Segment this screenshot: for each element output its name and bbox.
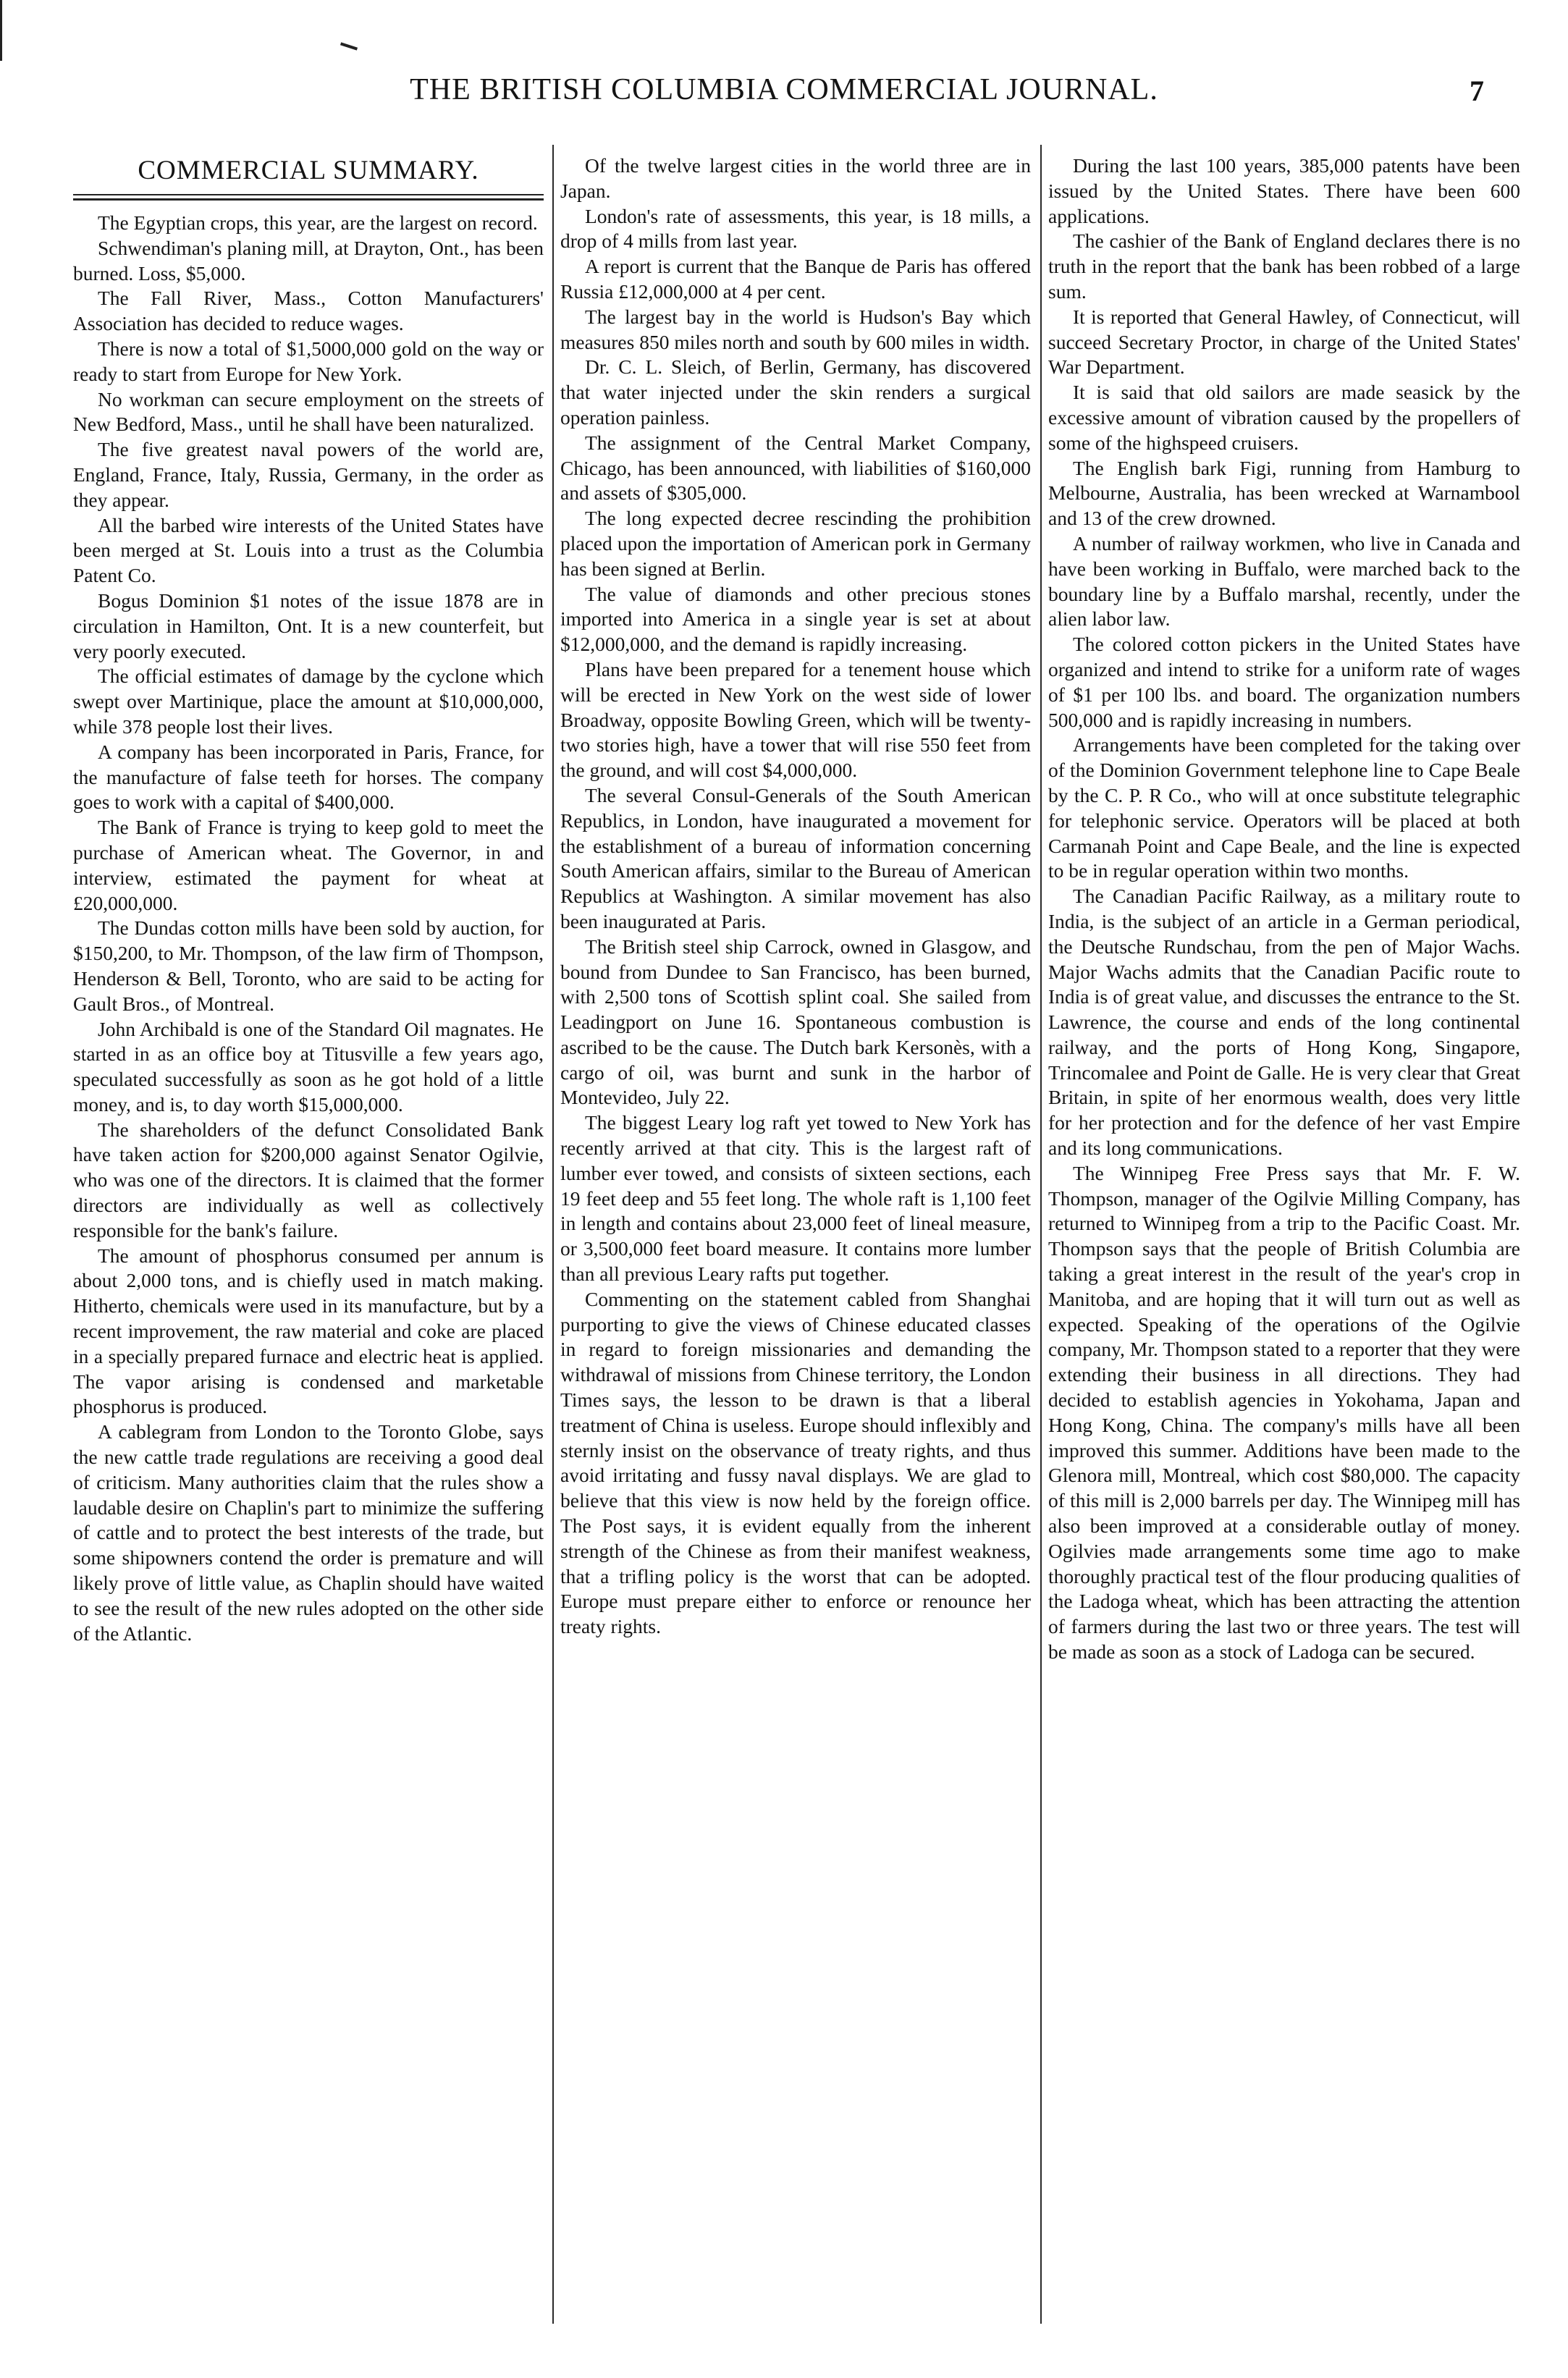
news-item: The assignment of the Central Market Company, Chicago, has been announced, with liabilities of $160,000 and assets of $305,000. (560, 431, 1031, 505)
news-item: A cablegram from London to the Toronto Globe, says the new cattle trade regulations are receiving a good deal of criticism. Many authorities claim that the rules show a laudable desire on Chaplin's part to minimize the suffering of cattle and to protect the best interests of the trade, but some shipowners contend the order is premature and will likely prove of little value, as Chaplin should have waited to see the result of the new rules adopted on the other side of the Atlantic. (73, 1420, 544, 1645)
news-item: Bogus Dominion $1 notes of the issue 1878 are in circulation in Hamilton, Ont. It is a new counterfeit, but very poorly executed. (73, 589, 544, 662)
news-item: Commenting on the statement cabled from Shanghai purporting to give the views of Chinese educated classes in regard to foreign missionaries and demanding the withdrawal of missions from Chinese territory, the London Times says, the lesson to be drawn is that a liberal treatment of China is useless. Europe should inflexibly and sternly insist on the observance of treaty rights, and thus avoid irritating and fussy naval displays. We are glad to believe that this view is now held by the foreign office. The Post says, it is evident equally from the inherent strength of the Chinese as from their manifest weakness, that a trifling policy is the worst that can be adopted. Europe must prepare either to enforce or renounce her treaty rights. (560, 1287, 1031, 1638)
news-item: The Bank of France is trying to keep gold to meet the purchase of American wheat. The Governor, in and interview, estimated the payment for wheat at £20,000,000. (73, 816, 544, 914)
news-item: The Canadian Pacific Railway, as a military route to India, is the subject of an article in a German periodical, the Deutsche Rundschau, from the pen of Major Wachs. Major Wachs admits that the Canadian Pacific route to India is of great value, and discusses the entrance to the St. Lawrence, the course and ends of the long continental railway, and the ports of Hong Kong, Singapore, Trincomalee and Point de Galle. He is very clear that Great Britain, in spite of her enormous wealth, does very little for her protection and for the defence of her vast Empire and its long communications. (1048, 885, 1520, 1160)
news-item: The Fall River, Mass., Cotton Manufacturers' Association has decided to reduce wages. (73, 287, 544, 335)
column-rule-1 (552, 145, 554, 2324)
news-item: The value of diamonds and other precious stones imported into America in a single year is set at about $12,000,000, and the demand is rapidly increasing. (560, 582, 1031, 656)
journal-title: THE BRITISH COLUMBIA COMMERCIAL JOURNAL. (410, 73, 1158, 106)
news-item: The biggest Leary log raft yet towed to New York has recently arrived at that city. This is the largest raft of lumber ever towed, and consists of sixteen sections, each 19 feet deep and 55 feet long. The whole raft is 1,100 feet in length and contains about 23,000 feet of lineal measure, or 3,500,000 feet board measure. It contains more lumber than all previous Leary rafts put together. (560, 1111, 1031, 1286)
news-item: It is said that old sailors are made seasick by the excessive amount of vibration caused by the propellers of some of the highspeed cruisers. (1048, 381, 1520, 454)
page-header (0, 69, 1568, 113)
news-item: The official estimates of damage by the cyclone which swept over Martinique, place the amount at $10,000,000, while 378 people lost their lives. (73, 665, 544, 738)
news-item: During the last 100 years, 385,000 patents have been issued by the United States. There have been 600 applications. (1048, 154, 1520, 227)
news-item: The shareholders of the defunct Consolidated Bank have taken action for $200,000 against Senator Ogilvie, who was one of the directors. It is claimed that the former directors are individually as well as collectively responsible for the bank's failure. (73, 1118, 544, 1241)
news-item: John Archibald is one of the Standard Oil magnates. He started in as an office boy at Titusville a few years ago, speculated successfully as soon as he got hold of a little money, and is, to day worth $15,000,000. (73, 1017, 544, 1116)
column-rule-2 (1040, 145, 1042, 2324)
column-1 (73, 153, 544, 2318)
news-item: It is reported that General Hawley, of Connecticut, will succeed Secretary Proctor, in charge of the United States' War Department. (1048, 305, 1520, 379)
heading-rule (73, 194, 544, 195)
news-item: No workman can secure employment on the streets of New Bedford, Mass., until he shall have been naturalized. (73, 387, 544, 436)
column-3 (1048, 153, 1520, 2318)
news-item: Arrangements have been completed for the taking over of the Dominion Government telephone line to Cape Beale by the C. P. R Co., who will at once substitute telegraphic for telephonic service. Operators will be placed at both Carmanah Point and Cape Beale, and the line is expected to be in regular operation within two months. (1048, 733, 1520, 882)
news-item: The English bark Figi, running from Hamburg to Melbourne, Australia, has been wrecked at Warnambool and 13 of the crew drowned. (1048, 456, 1520, 530)
news-item: All the barbed wire interests of the United States have been merged at St. Louis into a trust as the Columbia Patent Co. (73, 513, 544, 587)
news-item: Dr. C. L. Sleich, of Berlin, Germany, has discovered that water injected under the skin renders a surgical operation painless. (560, 355, 1031, 429)
news-item: The amount of phosphorus consumed per annum is about 2,000 tons, and is chiefly used in match making. Hitherto, chemicals were used in its manufacture, but by a recent improvement, the raw material and coke are placed in a specially prepared furnace and electric heat is applied. The vapor arising is condensed and marketable phosphorus is produced. (73, 1244, 544, 1418)
scan-mark-left-edge (0, 0, 2, 61)
news-item: Schwendiman's planing mill, at Drayton, Ont., has been burned. Loss, $5,000. (73, 236, 544, 284)
news-item: The cashier of the Bank of England declares there is no truth in the report that the bank has been robbed of a large sum. (1048, 229, 1520, 303)
news-item: The Dundas cotton mills have been sold by auction, for $150,200, to Mr. Thompson, of the law firm of Thompson, Henderson & Bell, Toronto, who are said to be acting for Gault Bros., of Montreal. (73, 916, 544, 1015)
news-item: A number of railway workmen, who live in Canada and have been working in Buffalo, were marched back to the boundary line by a Buffalo marshal, recently, under the alien labor law. (1048, 531, 1520, 631)
news-item: Of the twelve largest cities in the world three are in Japan. (560, 154, 1031, 202)
news-item: The colored cotton pickers in the United States have organized and intend to strike for a uniform rate of wages of $1 per 100 lbs. and board. The organization numbers 500,000 and is rapidly increasing in numbers. (1048, 633, 1520, 731)
news-item: The largest bay in the world is Hudson's Bay which measures 850 miles north and south by 600 miles in width. (560, 305, 1031, 353)
column-2 (560, 153, 1031, 2318)
news-item: The Egyptian crops, this year, are the largest on record. (98, 211, 538, 234)
page-number: 7 (1470, 75, 1484, 107)
news-item: Plans have been prepared for a tenement house which will be erected in New York on the west side of lower Broadway, opposite Bowling Green, which will be twenty-two stories high, have a tower that will rise 550 feet from the ground, and will cost $4,000,000. (560, 657, 1031, 782)
news-item: The Winnipeg Free Press says that Mr. F. W. Thompson, manager of the Ogilvie Milling Company, has returned to Winnipeg from a trip to the Pacific Coast. Mr. Thompson says that the people of British Columbia are taking a great interest in the result of the year's crop in Manitoba, and are hoping that it will turn out as well as expected. Speaking of the operations of the Ogilvie company, Mr. Thompson stated to a reporter that they were extending their business in all directions. They had decided to establish agencies in Yokohama, Japan and Hong Kong, China. The company's mills have all been improved this summer. Additions have been made to the Glenora mill, Montreal, which cost $80,000. The capacity of this mill is 2,000 barrels per day. The Winnipeg mill has also been improved at a considerable outlay of money. Ogilvies made arrangements some time ago to make thoroughly practical test of the flour producing qualities of the Ladoga wheat, which has been attracting the attention of farmers during the last two or three years. The test will be made as soon as a stock of Ladoga can be secured. (1048, 1161, 1520, 1664)
news-item: The British steel ship Carrock, owned in Glasgow, and bound from Dundee to San Francisco, has been burned, with 2,500 tons of Scottish splint coal. She sailed from Leadingport on June 16. Spontaneous combustion is ascribed to be the cause. The Dutch bark Kersonès, with a cargo of oil, was burnt and sunk in the harbor of Montevideo, July 22. (560, 935, 1031, 1109)
news-item: A report is current that the Banque de Paris has offered Russia £12,000,000 at 4 per cent. (560, 255, 1031, 303)
heading-rule-thick (73, 198, 544, 201)
news-item: The five greatest naval powers of the world are, England, France, Italy, Russia, Germany, in the order as they appear. (73, 438, 544, 511)
news-item: There is now a total of $1,5000,000 gold on the way or ready to start from Europe for New York. (73, 337, 544, 385)
news-item: A company has been incorporated in Paris, France, for the manufacture of false teeth for horses. The company goes to work with a capital of $400,000. (73, 740, 544, 814)
news-item: The several Consul-Generals of the South American Republics, in London, have inaugurated a movement for the establishment of a bureau of information concerning South American affairs, similar to the Bureau of American Republics at Washington. A similar movement has also been inaugurated at Paris. (560, 783, 1031, 932)
section-heading: COMMERCIAL SUMMARY. (138, 156, 479, 185)
scan-mark-top (340, 42, 358, 50)
news-item: London's rate of assessments, this year, is 18 mills, a drop of 4 mills from last year. (560, 204, 1031, 253)
news-item: The long expected decree rescinding the prohibition placed upon the importation of American pork in Germany has been signed at Berlin. (560, 507, 1031, 580)
